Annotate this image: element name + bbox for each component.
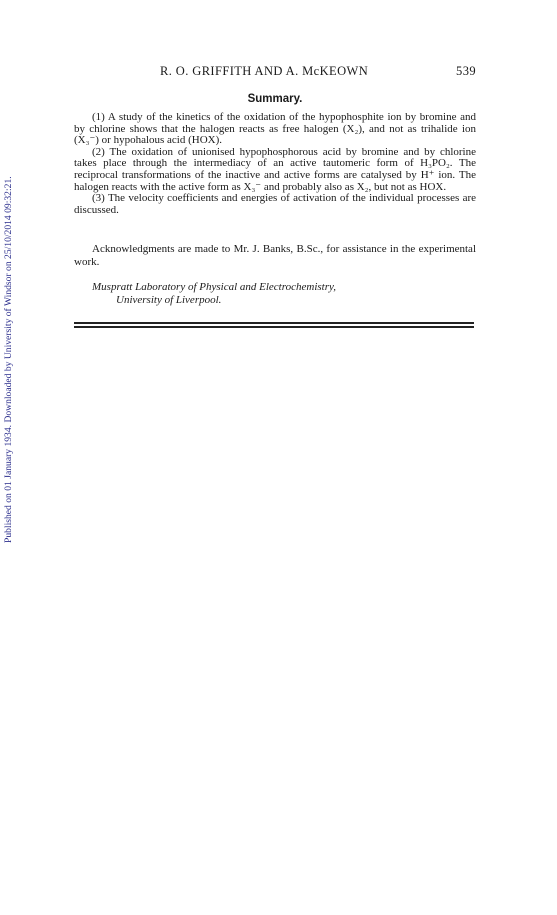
- summary-paragraph-3: (3) The velocity coefficients and energies of activation of the individual processes are discussed.: [74, 192, 476, 216]
- summary-paragraph-1: (1) A study of the kinetics of the oxidation of the hypophosphite ion by bromine and by chlorine shows that the halogen reacts as free halogen (X₂), and not as trihalide ion (X₃⁻) or hypohalous acid (HOX).: [74, 111, 476, 147]
- download-notice: Published on 01 January 1934. Downloaded by University of Windsor on 25/10/2014 09:32:21.: [3, 176, 14, 544]
- end-rule-top: [74, 322, 474, 324]
- end-rule-bottom: [74, 326, 474, 328]
- page-header: [74, 64, 476, 80]
- running-head: R. O. GRIFFITH AND A. McKEOWN: [160, 64, 369, 78]
- acknowledgment-text: Acknowledgments are made to Mr. J. Banks, B.Sc., for assistance in the experimental work.: [74, 243, 476, 268]
- summary-paragraph-2: (2) The oxidation of unionised hypophosphorous acid by bromine and by chlorine takes place through the intermediacy of an active tautomeric form of H₃PO₂. The reciprocal transformations of the inactive and active forms are catalysed by H⁺ ion. The halogen reacts with the active form as X₃⁻ and probably also as X₂, but not as HOX.: [74, 145, 476, 193]
- page-number: 539: [456, 64, 476, 78]
- affiliation-line-2: University of Liverpool.: [116, 294, 222, 306]
- summary-body: [74, 112, 476, 216]
- acknowledgment-section: [74, 243, 476, 269]
- summary-heading: Summary.: [247, 93, 303, 105]
- author-affiliation: [92, 281, 476, 307]
- affiliation-line-1: Muspratt Laboratory of Physical and Electrochemistry,: [92, 281, 337, 293]
